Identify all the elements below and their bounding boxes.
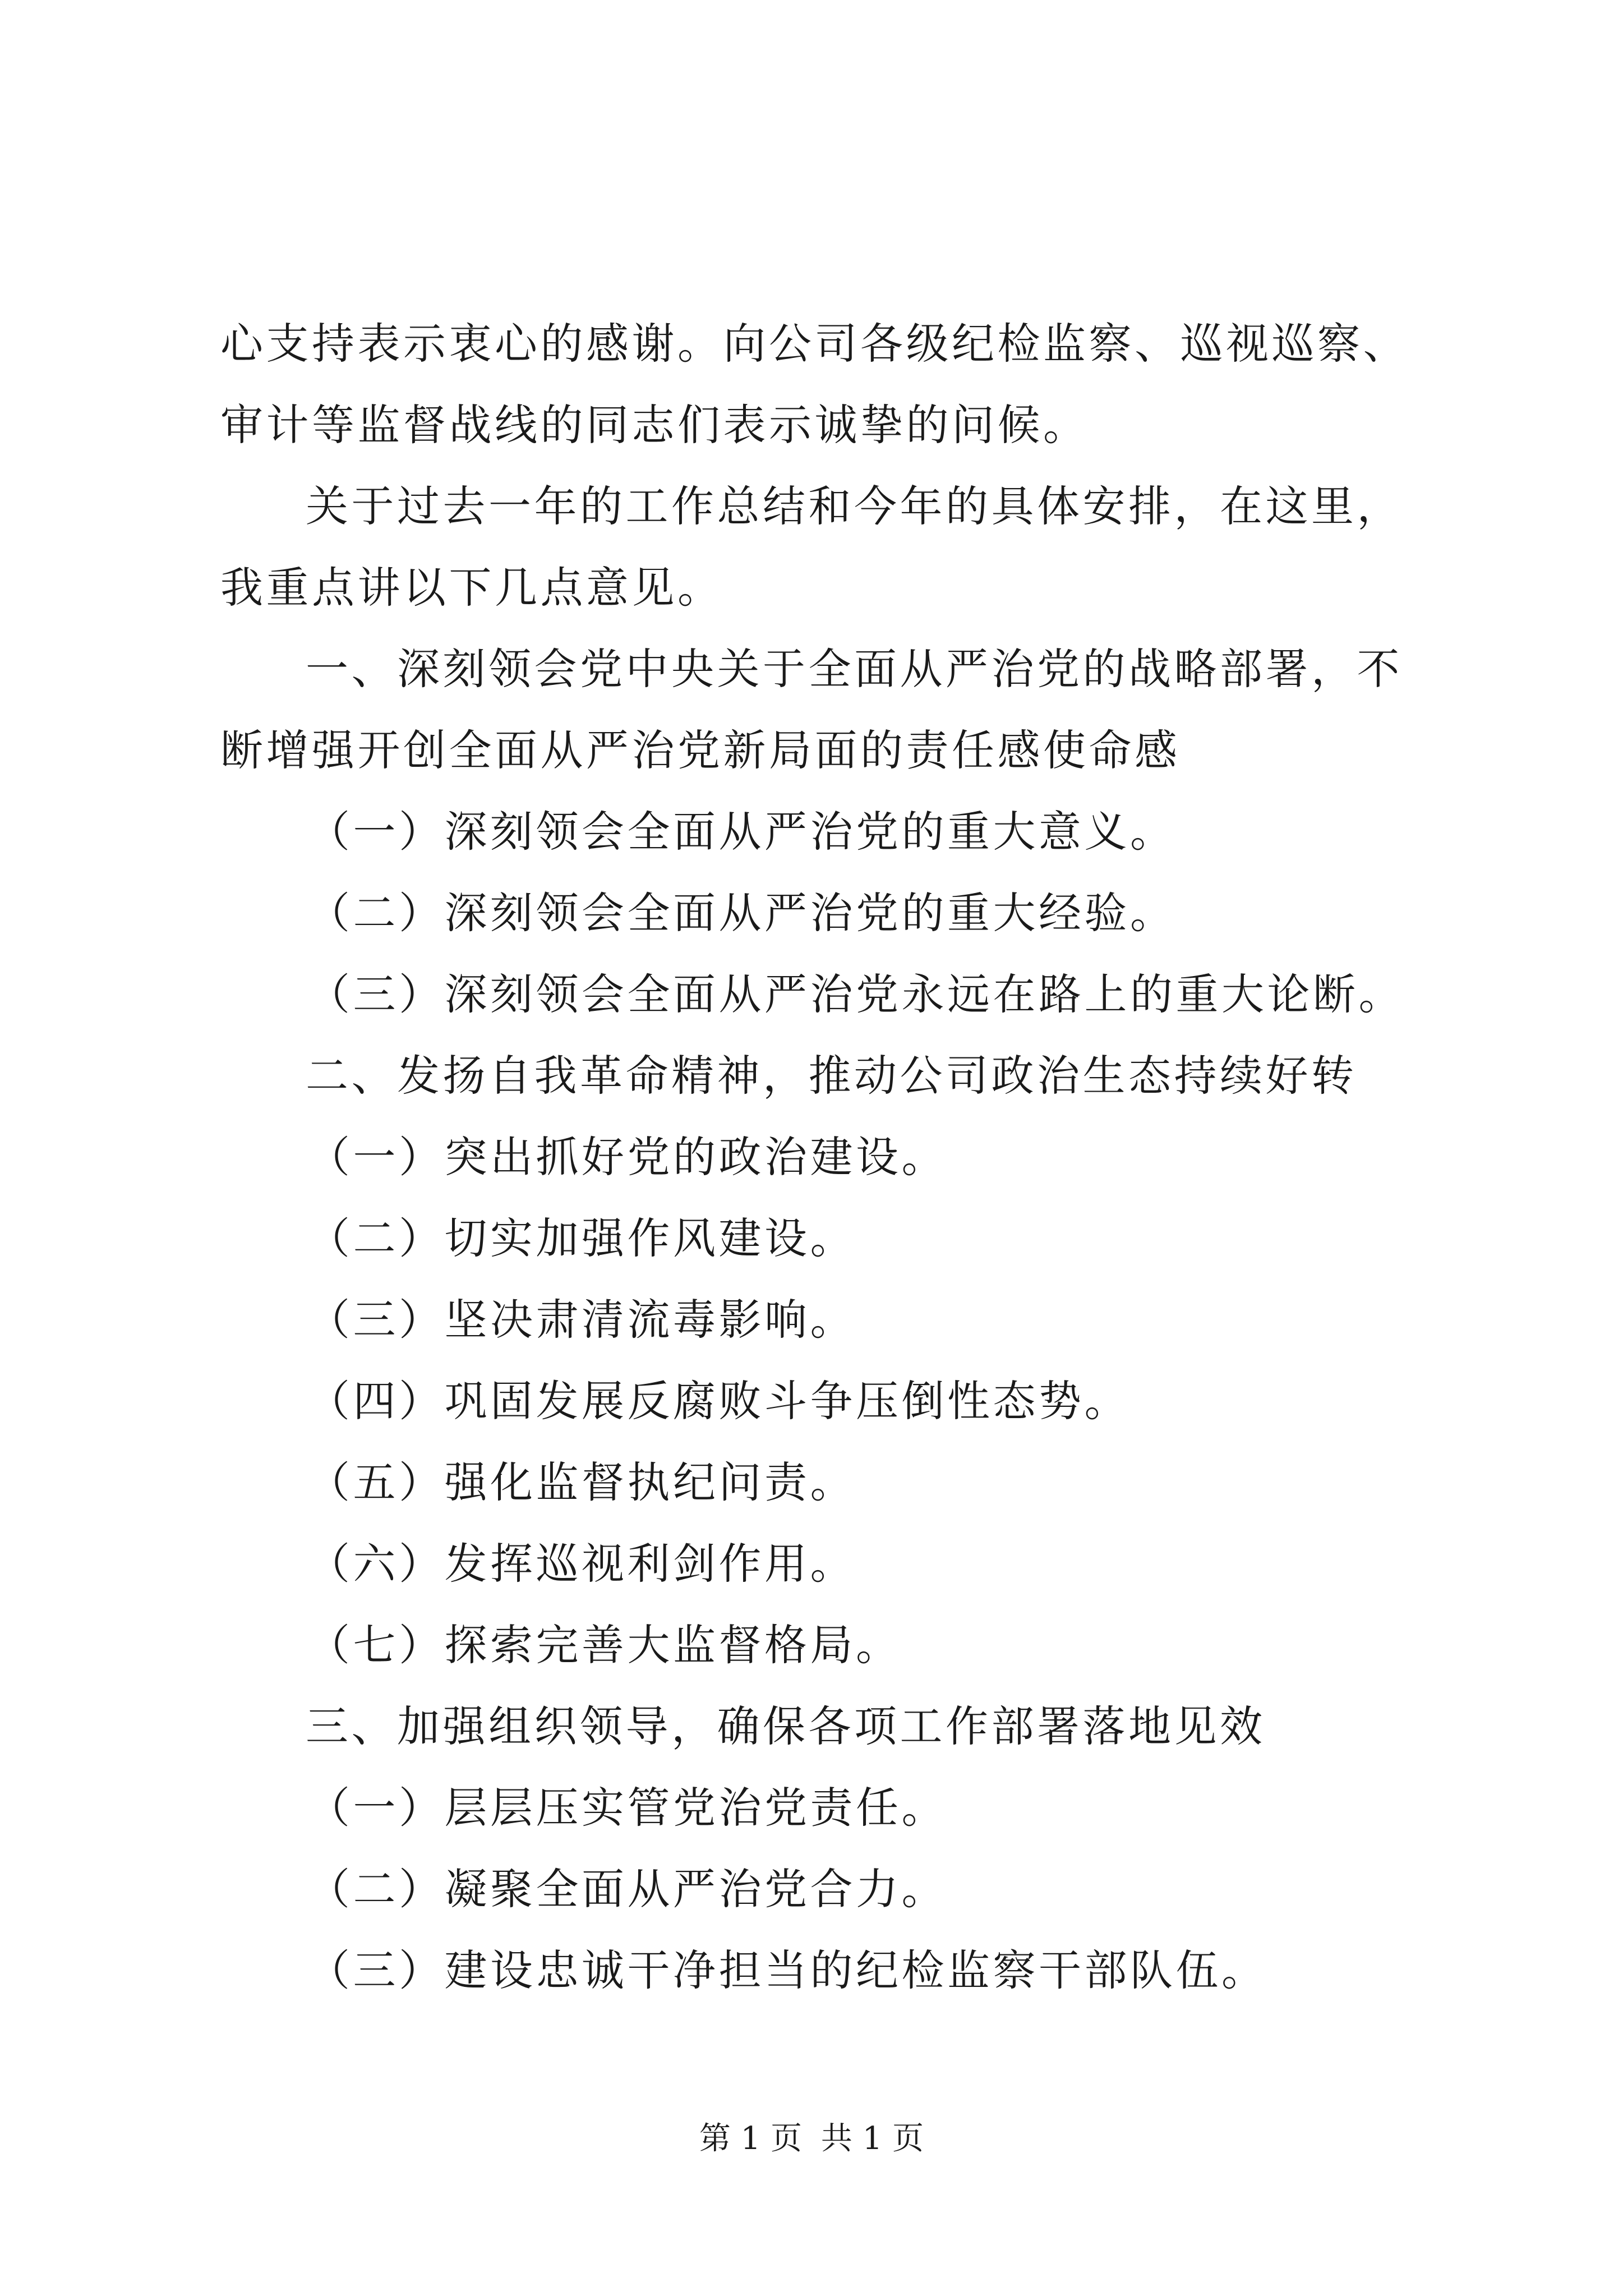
subsection-item: （六）发挥巡视利剑作用。 [307, 1539, 856, 1589]
section-heading-1: 一、深刻领会党中央关于全面从严治党的战略部署，不断增强开创全面从严治党新局面的责任感使命感 [220, 644, 1403, 775]
document-body [220, 303, 1432, 2011]
subsection-item: （三）深刻领会全面从严治党永远在路上的重大论断。 [307, 969, 1404, 1019]
section-heading-2: 二、发扬自我革命精神，推动公司政治生态持续好转 [306, 1051, 1357, 1101]
subsection-item: （一）突出抓好党的政治建设。 [307, 1132, 947, 1182]
subsection-item: （四）巩固发展反腐败斗争压倒性态势。 [307, 1376, 1130, 1426]
subsection-item: （二）深刻领会全面从严治党的重大经验。 [307, 888, 1176, 938]
subsection-item: （三）坚决肃清流毒影响。 [307, 1295, 856, 1345]
subsection-item: （一）深刻领会全面从严治党的重大意义。 [307, 807, 1176, 857]
page-total: 共 1 页 [820, 2120, 924, 2157]
page-footer [0, 2119, 1623, 2159]
subsection-item: （五）强化监督执纪问责。 [307, 1457, 856, 1507]
subsection-item: （一）层层压实管党治党责任。 [307, 1783, 947, 1833]
page-number: 第 1 页 [699, 2120, 803, 2157]
paragraph-intro: 关于过去一年的工作总结和今年的具体安排，在这里，我重点讲以下几点意见。 [220, 481, 1403, 613]
subsection-item: （二）切实加强作风建设。 [307, 1213, 856, 1263]
section-heading-3: 三、加强组织领导，确保各项工作部署落地见效 [306, 1701, 1266, 1751]
paragraph-continued: 心支持表示衷心的感谢。向公司各级纪检监察、巡视巡察、审计等监督战线的同志们表示诚挚的问候。 [220, 319, 1409, 450]
subsection-item: （三）建设忠诚干净担当的纪检监察干部队伍。 [307, 1945, 1267, 1995]
subsection-item: （二）凝聚全面从严治党合力。 [307, 1864, 947, 1914]
subsection-item: （七）探索完善大监督格局。 [307, 1620, 902, 1670]
